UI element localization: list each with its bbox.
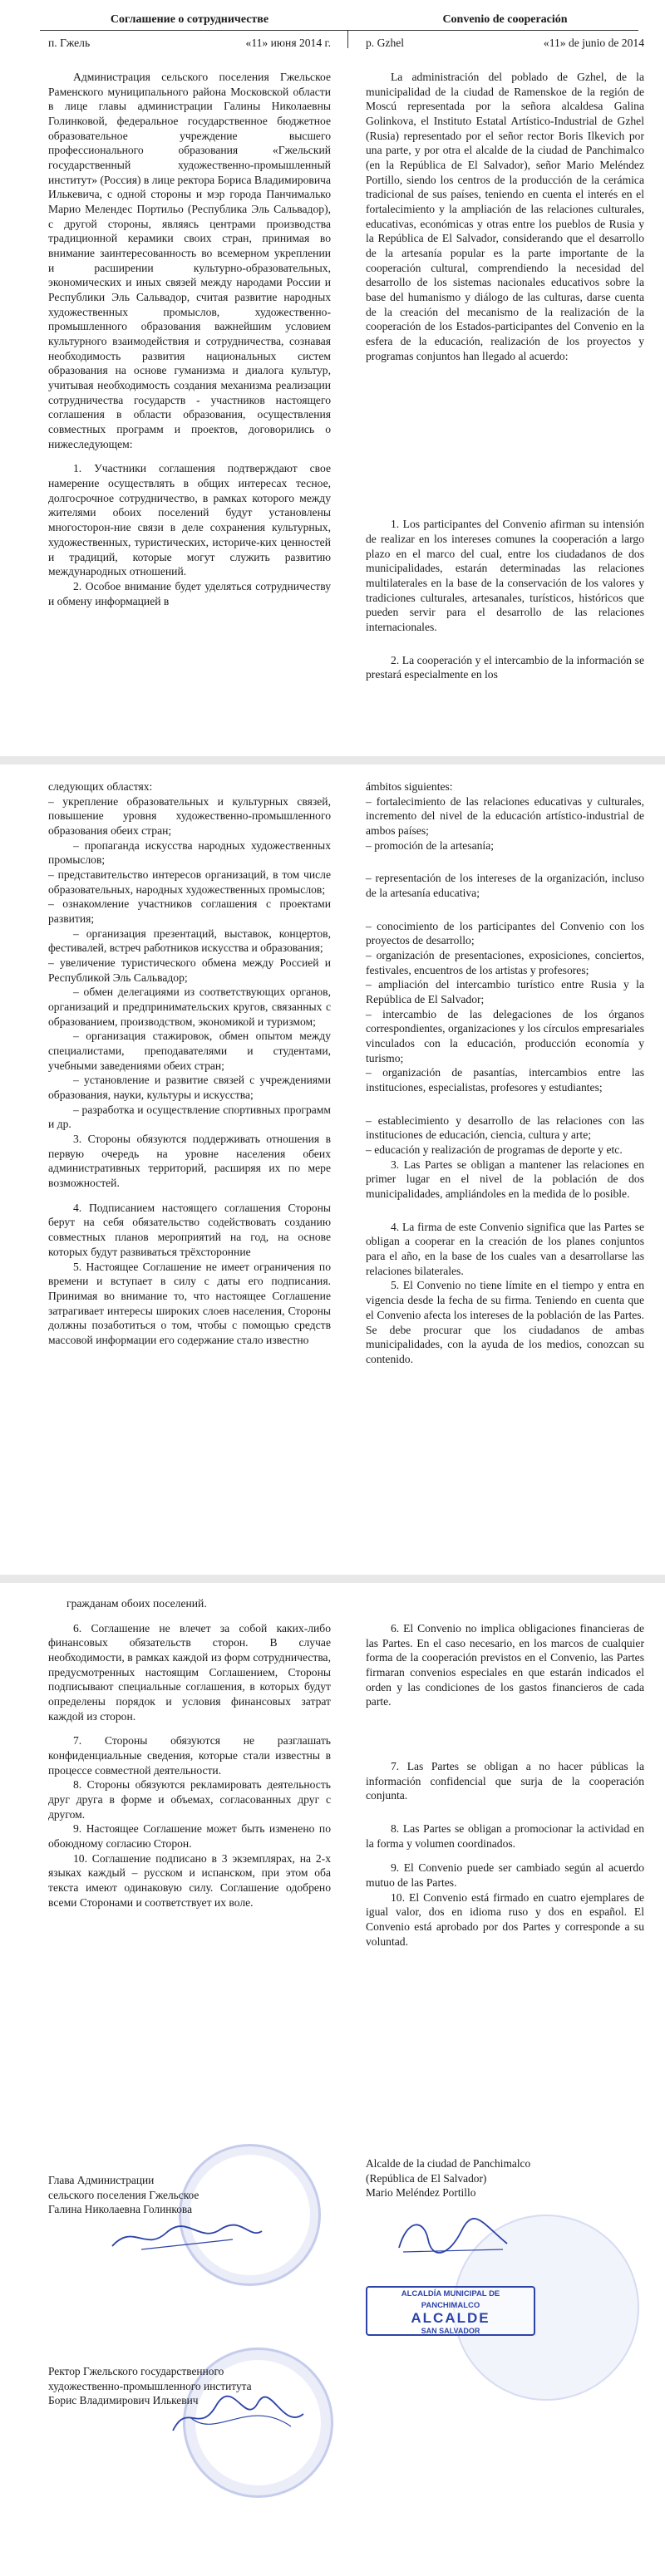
paragraph: 9. Настоящее Соглашение может быть изменено по обоюдному согласию Сторон. [48, 1822, 331, 1851]
list-item: – organización de presentaciones, exposiciones, conciertos, festivales, encuentros de los artistas y profesores; [366, 949, 644, 976]
list-item: – ampliación del intercambio turístico entre Rusia y la República de El Salvador; [366, 978, 644, 1006]
paragraph: 5. Настоящее Соглашение не имеет ограничения по времени и вступает в силу с даты его подписания. Принимая во внимание то, что настоящее Соглашение затрагивает интересы широких слоев населения, Стороны должны позаботиться о том, чтобы с помощью средств массовой информации его содержание стало известно [48, 1260, 331, 1346]
stamp-text: PANCHIMALCO [421, 2300, 480, 2310]
place-es: p. Gzhel [366, 37, 405, 49]
signature-line: Галина Николаевна Голинкова [48, 2203, 193, 2216]
paragraph: 9. El Convenio puede ser cambiado según al acuerdo mutuo de las Partes. [366, 1861, 644, 1890]
date-es: «11» de junio de 2014 [543, 37, 644, 49]
page-1 [0, 0, 665, 756]
paragraph: 7. Стороны обязуются не разглашать конфиденциальные сведения, которые стали известны в процессе совместной деятельности. [48, 1734, 331, 1777]
signature-block-head [48, 2173, 199, 2217]
signature-line: Глава Администрации [48, 2174, 155, 2186]
dateline-ru [48, 37, 331, 50]
paragraph: 10. El Convenio está firmado en cuatro ejemplares de igual valor, dos en idioma ruso y dos en español. El Convenio está aprobado por dos Partes y corresponde a su voluntad. [366, 1890, 644, 1948]
list-item: – представительство интересов организаций, в том числе образовательных, народных художественных промыслов; [48, 868, 331, 896]
header-rule [40, 30, 638, 31]
paragraph: 1. Los participantes del Convenio afirman su intensión de realizar en los intereses comunes la cooperación a largo plazo en el marco del cual, entre los ciudadanos de dos municipalidades, estarán determinadas las relaciones multilaterales en la base de la conservación de los valores y tradiciones culturales, artesanales, turísticos, históricos que pueden servir para el desarrollo de las relaciones internacionales. [366, 518, 644, 634]
page1-ru-column [48, 70, 331, 608]
paragraph: 5. El Convenio no tiene límite en el tiempo y entra en vigencia desde la fecha de su firma. Teniendo en cuenta que el Convenio afecta los intereses de la población de las Partes. Se debe procurar que los ciudadanos de ambas municipalidades, con la ayuda de los medios, conozcan su contenido. [366, 1279, 644, 1365]
page2-ru-column [48, 779, 331, 1348]
signature-line: Mario Meléndez Portillo [366, 2186, 476, 2200]
paragraph: 3. Стороны обязуются поддерживать отношения в первую очередь на уровне населения обеих административных территорий, расширяя их по мере возможностей. [48, 1133, 331, 1190]
list-item: – организация презентаций, выставок, концертов, фестивалей, встреч работников искусства и образования; [48, 927, 331, 955]
list-item: – организация стажировок, обмен опытом между специалистами, преподавателями и студентами, учебными заведениями обеих стран; [48, 1030, 331, 1072]
handwritten-signature-icon [108, 2215, 266, 2256]
paragraph: 3. Las Partes se obligan a mantener las relaciones en primer lugar en el nivel de la población de dos municipalidades, ampliándoles en la medida de lo posible. [366, 1158, 644, 1201]
signature-line: художественно-промышленного института [48, 2379, 252, 2392]
page3-es-column [366, 1596, 644, 1949]
paragraph: 8. Las Partes se obligan a promocionar la actividad en la forma y volumen coordinados. [366, 1822, 644, 1850]
signature-line: (República de El Salvador) [366, 2171, 487, 2185]
list-item: – укрепление образовательных и культурных связей, повышение уровня художественно-промышленного образования обеих стран; [48, 794, 331, 838]
list-item: – establecimiento y desarrollo de las relaciones con las instituciones de educación, ciencia, cultura y arte; [366, 1113, 644, 1142]
municipal-stamp [366, 2286, 535, 2336]
paragraph: 2. La cooperación y el intercambio de la información se prestará especialmente en los [366, 653, 644, 681]
heading-ru: Соглашение о сотрудничестве [110, 13, 269, 26]
page-2 [0, 764, 665, 1575]
list-item: – educación y realización de programas de deporte y etc. [366, 1143, 623, 1157]
list-item: – organización de pasantías, intercambios entre las instituciones, especialistas, profesores y estudiantes; [366, 1066, 644, 1094]
list-item: – ознакомление участников соглашения с проектами развития; [48, 897, 331, 926]
list-item: – разработка и осуществление спортивных программ и др. [48, 1103, 331, 1131]
stamp-text: SAN SALVADOR [421, 2326, 480, 2335]
page1-es-column [366, 70, 644, 682]
paragraph: 8. Стороны обязуются рекламировать деятельность друг друга в форме и объемах, согласованных друг с другом. [48, 1778, 331, 1821]
place-ru: п. Гжель [48, 37, 91, 49]
list-item: – intercambio de las delegaciones de los órganos correspondientes, organizaciones y los círculos empresariales vinculados con la educación, producción economía y turismo; [366, 1007, 644, 1064]
handwritten-signature-icon [391, 2215, 515, 2260]
paragraph: Администрация сельского поселения Гжельское Раменского муниципального района Московской области в лице главы администрации Галины Николаевны Голинковой, федеральное государственное бюджетное образовательное учреждение высшего профессионального образования «Гжельский государственный художественно-промышленный институт» (Россия) в лице ректора Бориса Владимировича Илькевича, с одной стороны и мэр города Панчималько Марио Мелендес Портильо (Республика Эль Сальвадор), с другой стороны, являясь центрами производства традиционной керамики своих стран, принимая во внимание заинтересованность во всемерном укреплении и расширении культурно-образовательных, экономических и иных связей между народами России и Республики Эль Сальвадор, считая развитие народных художественных промыслов, художественно-промышленного образования важнейшим условием культурного взаимодействия и сотрудничества, сознавая необходимость развития национальных систем образования на основе гуманизма и диалога культур, учитывая необходимость создания механизма реализации сотрудничества государств - участников настоящего соглашения в области образования, осуществления совместных программ и проектов, договорились о нижеследующем: [48, 71, 331, 450]
dateline-es [366, 37, 644, 50]
signature-block-mayor [366, 2156, 530, 2200]
paragraph: 7. Las Partes se obligan a no hacer públicas la información confidencial que surja de la cooperación conjunta. [366, 1760, 644, 1802]
signature-line: Alcalde de la ciudad de Panchimalco [366, 2157, 531, 2170]
paragraph: La administración del poblado de Gzhel, de la municipalidad de la ciudad de Ramenskoe de la región de Moscú representada por la señora alcaldesa Galina Golinkova, el Instituto Estatal Artístico-Industrial de Gzhel (Rusia) representado por el señor rector Boris Ilkevich por una parte, y por otra el alcalde de la ciudad de Panchimalco (en la República de El Salvador), señor Mario Meléndez Portillo, siendo los centros de la producción de la cerámica tradicional de sus países, teniendo en cuenta el interés en el fortalecimiento y la ampliación de las relaciones culturales, educativas, económicas y otras entre los pueblos de Rusia y la República de El Salvador, considerando que el desarrollo de la artesanía popular es la parte importante de la cooperación cultural, comprendiendo la necesidad del desarrollo de los sistemas nacionales educativos sobre la base del humanismo y diálogo de las culturas, darse cuenta de la creación del mecanismo de la realización de la cooperación de los Estados-participantes del Convenio en la esfera de la educación, realización de los proyectos y programas conjuntos han llegado al acuerdo: [366, 71, 644, 362]
list-item: – обмен делегациями из соответствующих органов, организаций и предпринимательских кругов, связанных с образованием, производством, экономикой и туризмом; [48, 986, 331, 1028]
signature-line: сельского поселения Гжельское [48, 2188, 200, 2201]
heading-es: Convenio de cooperación [442, 13, 568, 26]
list-item: – representación de los intereses de la organización, incluso de la artesanía educativa; [366, 872, 644, 900]
page-3 [0, 1583, 665, 2576]
stamp-text: ALCALDE [411, 2309, 490, 2326]
paragraph: ámbitos siguientes: [366, 780, 453, 793]
list-item: – установление и развитие связей с учреждениями образования, науки, культуры и искусства; [48, 1074, 331, 1102]
page3-ru-column [48, 1596, 331, 1910]
paragraph: 1. Участники соглашения подтверждают свое намерение осуществлять в общих интересах тесное, долгосрочное сотрудничество, в рамках которого между жителями обоих поселений будут установлены многосторон-ние связи в деле сохранения культурных, художественных, туристических, историче-ких ценностей и традиций, которые могут служить развитию международных отношений. [48, 462, 331, 578]
page2-es-column [366, 779, 644, 1367]
paragraph: 4. La firma de este Convenio significa que las Partes se obligan a cooperar en la creación de los planes conjuntos para el año, en la base de los cuales van a desarrollarse las relaciones bilaterales. [366, 1220, 644, 1277]
stamp-text: ALCALDÍA MUNICIPAL DE [401, 2289, 500, 2298]
paragraph: 2. Особое внимание будет уделяться сотрудничеству и обмену информацией в [48, 579, 331, 607]
list-item: – пропаганда искусства народных художественных промыслов; [48, 838, 331, 867]
list-item: – увеличение туристического обмена между Россией и Республикой Эль Сальвадор; [48, 956, 331, 984]
list-item: – conocimiento de los participantes del Convenio con los proyectos de desarrollo; [366, 919, 644, 947]
header-divider [347, 30, 348, 48]
handwritten-signature-icon [166, 2393, 308, 2443]
paragraph: 10. Соглашение подписано в 3 экземплярах, на 2-х языках каждый – русском и испанском, при этом оба текста имеют одинаковую силу. Соглашение одобрено всеми Сторонами и соответствует их воле. [48, 1851, 331, 1909]
list-item: – promoción de la artesanía; [366, 838, 495, 852]
paragraph: 4. Подписанием настоящего соглашения Стороны берут на себя обязательство содействовать созданию совместных планов мероприятий на год, на основе которых будут развиваться трёхсторонние [48, 1201, 331, 1258]
paragraph: 6. Соглашение не влечет за собой каких-либо финансовых обязательств сторон. В случае необходимости, в рамках каждой из форм сотрудничества, предусмотренных настоящим Соглашением, Стороны подписывают специальные соглашения, в которых будут определены порядок и условия финансовых затрат каждой из сторон. [48, 1621, 331, 1723]
signature-line: Борис Владимирович Илькевич [48, 2394, 199, 2407]
signature-line: Ректор Гжельского государственного [48, 2365, 224, 2377]
list-item: – fortalecimiento de las relaciones educativas y culturales, incremento del nivel de la educación artístico-industrial de ambos países; [366, 794, 644, 838]
paragraph: гражданам обоих поселений. [66, 1597, 207, 1610]
paragraph: 6. El Convenio no implica obligaciones financieras de las Partes. En el caso necesario, en los marcos de cualquier forma de la cooperación previstos en el Convenio, las Partes firmaran convenios especiales en que estarán indicados el orden y las condiciones de los gastos financieros de cada parte. [366, 1622, 644, 1708]
date-ru: «11» июня 2014 г. [245, 37, 331, 49]
paragraph: следующих областях: [48, 780, 153, 793]
